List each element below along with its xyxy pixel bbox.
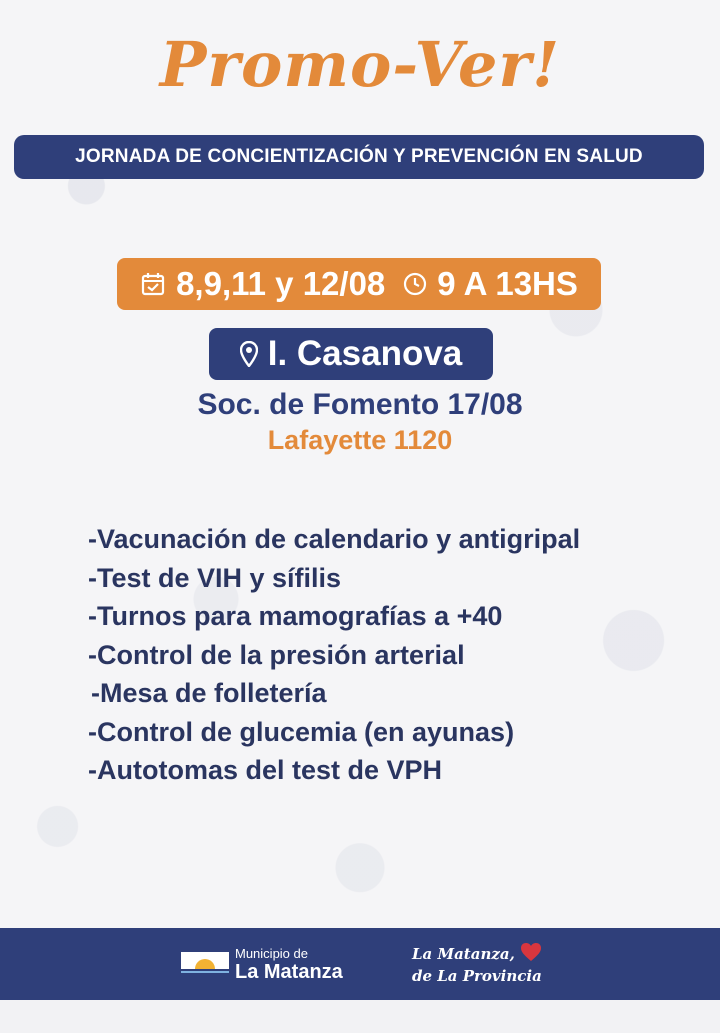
page-title: Promo-Ver!: [159, 28, 561, 101]
schedule-dates: 8,9,11 y 12/08: [176, 265, 386, 302]
banner-text: JORNADA DE CONCIENTIZACIÓN Y PREVENCIÓN EN SALUD: [75, 146, 643, 167]
list-item: -Mesa de folletería: [91, 678, 327, 708]
list-item: -Control de glucemia (en ayunas): [88, 716, 515, 747]
services-list: [88, 520, 698, 790]
bottom-strip: [0, 1000, 720, 1033]
calendar-icon: [140, 271, 166, 297]
location-pin-icon: [240, 341, 258, 367]
location-box: [209, 328, 493, 380]
municipio-label: Municipio de: [235, 945, 308, 961]
list-item: -Vacunación de calendario y antigripal: [88, 524, 581, 554]
slogan-line-1: La Matanza,: [412, 945, 515, 963]
slogan: [412, 942, 572, 987]
schedule-hours: 9 A 13HS: [437, 265, 578, 302]
schedule-box: [117, 258, 601, 310]
list-item: -Autotomas del test de VPH: [88, 755, 443, 785]
slogan-line-2: de La Provincia: [412, 967, 542, 985]
municipio-name: La Matanza: [235, 960, 343, 983]
event-banner: [14, 135, 704, 179]
footer-bar: [0, 928, 720, 1000]
location-name: I. Casanova: [267, 334, 463, 373]
clock-icon: [403, 272, 427, 296]
list-item: -Turnos para mamografías a +40: [88, 601, 503, 631]
municipio-logo: [181, 946, 343, 982]
municipio-flag-icon: [181, 949, 229, 979]
heart-icon: [520, 942, 542, 962]
list-item: -Test de VIH y sífilis: [88, 562, 342, 593]
list-item: -Control de la presión arterial: [88, 639, 465, 670]
venue-name: Soc. de Fomento 17/08: [197, 388, 523, 421]
venue-address: Lafayette 1120: [267, 425, 453, 455]
